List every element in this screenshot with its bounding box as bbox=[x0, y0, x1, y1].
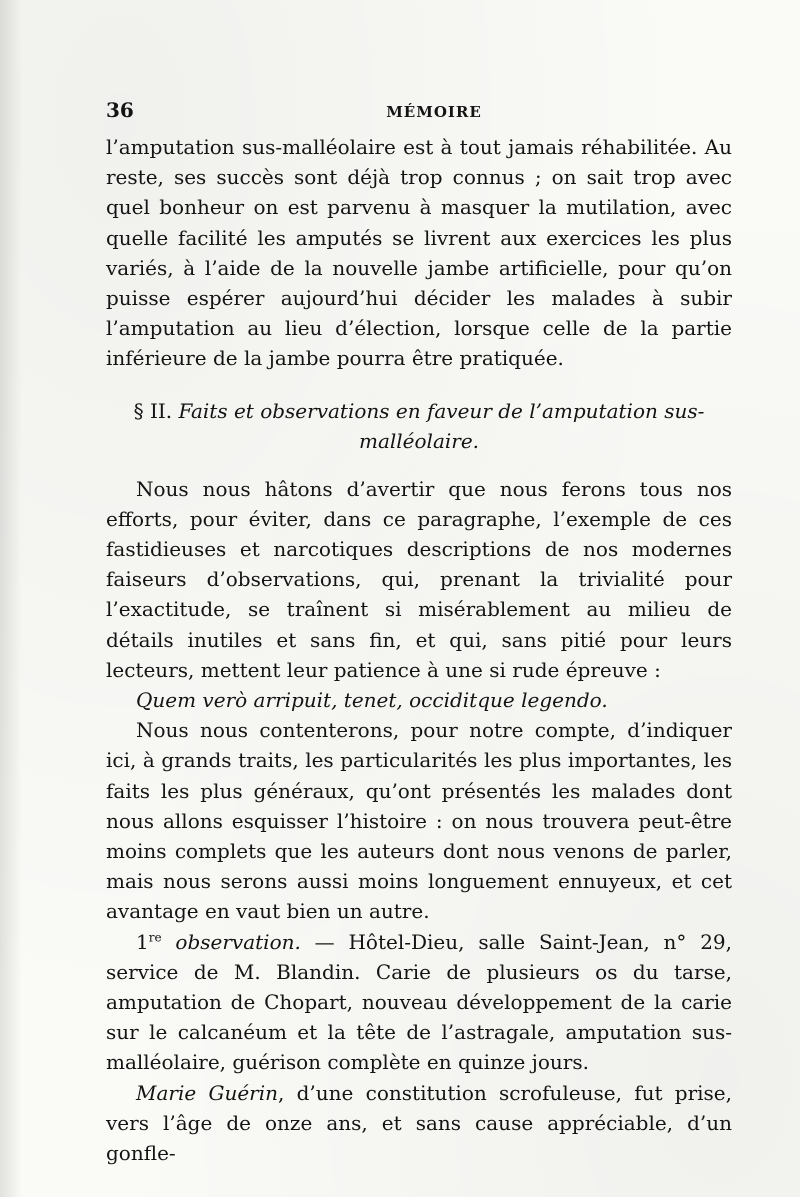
text-block bbox=[106, 98, 732, 1168]
latin-quote: Quem verò arripuit, tenet, occiditque legendo. bbox=[136, 688, 608, 713]
observation-number: 1 bbox=[136, 929, 149, 954]
observation-label: observation. bbox=[175, 929, 301, 954]
paragraph-3: Nous nous contenterons, pour notre compte, d’indiquer ici, à grands traits, les particularités les plus importantes, les faits les plus généraux, qu’ont présentés les malades dont nous allons esquisser l’histoire : on nous trouvera peut-être moins complets que les auteurs dont nous venons de parler, mais nous serons aussi moins longuement ennuyeux, et cet avantage en vaut bien un autre. bbox=[106, 718, 732, 924]
observation-superscript: re bbox=[148, 930, 162, 945]
binding-shadow bbox=[0, 0, 22, 1197]
section-title: Faits et observations en faveur de l’amputation sus-malléolaire. bbox=[178, 398, 705, 453]
paragraph-4-text: , d’une constitution scrofuleuse, fut prise, vers l’âge de onze ans, et sans cause appréciable, d’un gonfle- bbox=[106, 1080, 732, 1166]
paragraph-4 bbox=[106, 1078, 732, 1169]
paragraph-1: l’amputation sus-malléolaire est à tout jamais réhabilitée. Au reste, ses succès sont déjà trop connus ; on sait trop avec quel bonheur on est parvenu à masquer la mutilation, avec quelle facilité les amputés se livrent aux exercices les plus variés, à l’aide de la nouvelle jambe artificielle, pour qu’on puisse espérer aujourd’hui décider les malades à subir l’amputation au lieu d’élection, lorsque celle de la partie inférieure de la jambe pourra être pratiquée. bbox=[106, 135, 732, 371]
page-number: 36 bbox=[106, 98, 134, 122]
paragraph-2: Nous nous hâtons d’avertir que nous ferons tous nos efforts, pour éviter, dans ce paragraphe, l’exemple de ces fastidieuses et narcotiques descriptions de nos modernes faiseurs d’observations, qui, prenant la trivialité pour l’exactitude, se traînent si misérablement au milieu de détails inutiles et sans fin, et qui, sans pitié pour leurs lecteurs, mettent leur patience à une si rude épreuve : bbox=[106, 476, 732, 682]
page-header bbox=[106, 98, 732, 132]
observation-text: — Hôtel-Dieu, salle Saint-Jean, n° 29, service de M. Blandin. Carie de plusieurs os du tarse, amputation de Chopart, nouveau développement de la carie sur le calcanéum et la tête de l’astragale, amputation sus-malléolaire, guérison complète en quinze jours. bbox=[106, 929, 732, 1075]
patient-name: Marie Guérin bbox=[136, 1080, 278, 1105]
observation-paragraph bbox=[106, 927, 732, 1078]
section-number: § II. bbox=[133, 398, 173, 423]
section-heading bbox=[106, 396, 732, 456]
running-head: MÉMOIRE bbox=[386, 103, 482, 121]
